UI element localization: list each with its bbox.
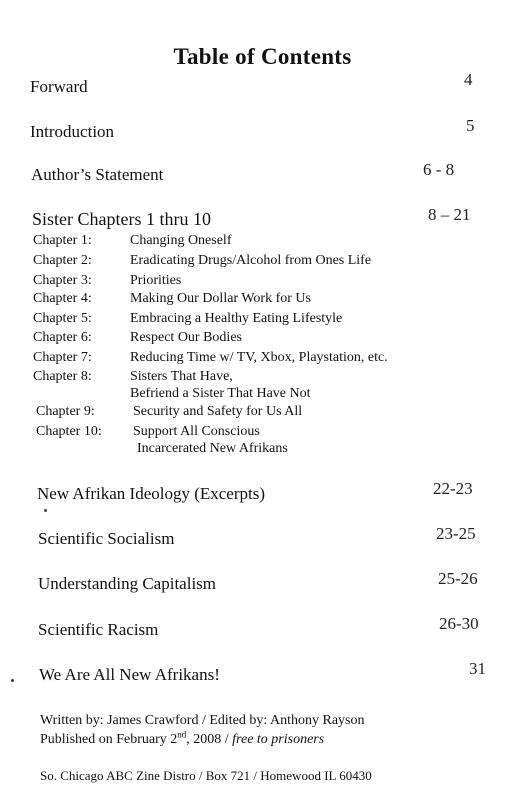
- chapter-label: Chapter 3:: [33, 273, 92, 288]
- chapter-label: Chapter 7:: [33, 350, 92, 365]
- chapter-title: Changing Oneself: [130, 233, 232, 248]
- published-prefix: Published on February 2: [40, 732, 178, 747]
- chapter-label: Chapter 6:: [33, 330, 92, 345]
- published-italic: free to prisoners: [232, 732, 325, 747]
- toc-page-introduction: 5: [466, 116, 475, 135]
- toc-entry-scientific-racism: Scientific Racism: [38, 620, 159, 639]
- chapter-title: Making Our Dollar Work for Us: [130, 291, 311, 306]
- toc-entry-introduction: Introduction: [30, 122, 115, 141]
- toc-page-understanding-capitalism: 25-26: [438, 569, 478, 588]
- toc-page-scientific-racism: 26-30: [439, 614, 479, 633]
- chapter-title: Security and Safety for Us All: [133, 404, 303, 419]
- chapter-title: Sisters That Have,: [130, 369, 233, 384]
- chapter-title-continued: Befriend a Sister That Have Not: [130, 386, 311, 401]
- toc-page-authors-statement: 6 - 8: [423, 160, 455, 179]
- toc-page-sister-chapters: 8 – 21: [428, 205, 471, 224]
- toc-entry-new-afrikan-ideology: New Afrikan Ideology (Excerpts): [37, 484, 266, 503]
- chapter-label: Chapter 2:: [33, 253, 92, 268]
- toc-entry-authors-statement: Author’s Statement: [31, 165, 164, 184]
- toc-page-forward: 4: [464, 70, 473, 89]
- chapter-title: Reducing Time w/ TV, Xbox, Playstation, etc.: [130, 350, 388, 365]
- chapter-title: Eradicating Drugs/Alcohol from Ones Life: [130, 253, 372, 268]
- chapter-title: Priorities: [130, 273, 182, 288]
- distro-line: So. Chicago ABC Zine Distro / Box 721 / Homewood IL 60430: [40, 768, 372, 783]
- chapter-label: Chapter 8:: [33, 369, 92, 384]
- toc-page-new-afrikan-ideology: 22-23: [433, 479, 473, 498]
- chapter-label: Chapter 10:: [36, 424, 102, 439]
- toc-entry-sister-chapters: Sister Chapters 1 thru 10: [32, 209, 211, 229]
- chapter-label: Chapter 9:: [36, 404, 95, 419]
- page-title: Table of Contents: [173, 44, 352, 69]
- toc-entry-we-are-all-new-afrikans: We Are All New Afrikans!: [39, 665, 220, 684]
- chapter-label: Chapter 5:: [33, 311, 92, 326]
- toc-entry-scientific-socialism: Scientific Socialism: [38, 529, 175, 548]
- toc-page-we-are-all-new-afrikans: 31: [469, 659, 486, 678]
- specks: [11, 679, 14, 682]
- toc-entry-forward: Forward: [30, 77, 88, 96]
- chapter-title: Respect Our Bodies: [130, 330, 242, 345]
- chapter-label: Chapter 4:: [33, 291, 92, 306]
- credits-written-line: Written by: James Crawford / Edited by: Anthony Rayson: [40, 713, 365, 728]
- published-mid: , 2008 /: [186, 732, 233, 747]
- published-sup: nd: [177, 729, 187, 740]
- chapter-title: Support All Conscious: [133, 424, 260, 439]
- toc-entry-understanding-capitalism: Understanding Capitalism: [38, 574, 217, 593]
- chapter-title-continued: Incarcerated New Afrikans: [137, 441, 288, 456]
- specks: [44, 509, 47, 512]
- toc-page-scientific-socialism: 23-25: [436, 524, 476, 543]
- credits-published-line: [40, 729, 325, 748]
- chapter-title: Embracing a Healthy Eating Lifestyle: [130, 311, 343, 326]
- chapter-label: Chapter 1:: [33, 233, 92, 248]
